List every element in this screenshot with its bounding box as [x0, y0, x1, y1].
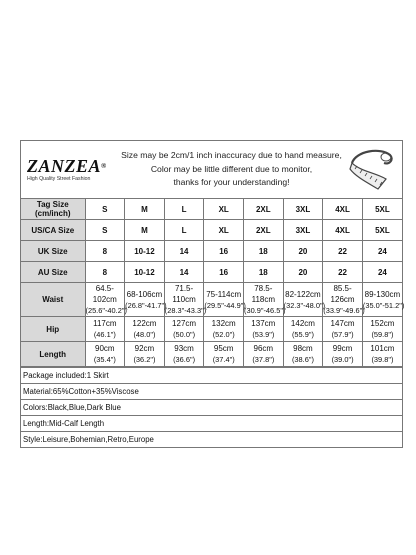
table-row-tag-size: [21, 199, 402, 220]
table-cell: 2XL: [244, 220, 284, 241]
cell-inch: (39.8"): [371, 355, 394, 364]
table-row-waist: [21, 283, 402, 317]
table-cell: L: [164, 220, 204, 241]
cell-cm: 95cm: [213, 344, 234, 353]
table-cell: [244, 317, 284, 342]
table-cell: [283, 342, 323, 367]
detail-colors: Colors:Black,Blue,Dark Blue: [21, 400, 402, 416]
cell-cm: 99cm: [332, 344, 353, 353]
cell-inch: (46.1"): [93, 330, 116, 339]
table-cell: [244, 283, 284, 317]
table-cell: 22: [323, 241, 363, 262]
table-cell: M: [125, 220, 165, 241]
table-cell: 14: [164, 262, 204, 283]
table-cell: 5XL: [362, 199, 402, 220]
cell-inch: (59.8"): [371, 330, 394, 339]
cell-cm: 82-122cm: [285, 289, 321, 299]
cell-inch: (37.8"): [252, 355, 275, 364]
cell-cm: 89-130cm: [364, 289, 401, 299]
detail-package: Package included:1 Skirt: [21, 368, 402, 384]
tag-size-label: Tag Size (cm/inch): [34, 200, 71, 218]
chart-header: [21, 141, 402, 199]
note-line-3: thanks for your understanding!: [173, 177, 290, 188]
cell-inch: (28.3"-43.3"): [164, 306, 207, 315]
table-cell: [204, 317, 244, 342]
table-cell: 18: [244, 241, 284, 262]
cell-inch: (57.9"): [331, 330, 354, 339]
cell-cm: 64.5-102cm: [92, 284, 117, 304]
table-cell: 3XL: [283, 220, 323, 241]
cell-cm: 90cm: [95, 344, 115, 353]
cell-inch: (25.6"-40.2"): [85, 306, 127, 315]
table-cell: [125, 283, 165, 317]
cell-cm: 117cm: [93, 319, 117, 328]
table-row-length: [21, 342, 402, 367]
table-cell: 16: [204, 262, 244, 283]
table-cell: S: [85, 220, 125, 241]
cell-inch: (35.4"): [93, 355, 116, 364]
brand-logo: [27, 157, 109, 175]
cell-inch: (48.0"): [133, 330, 156, 339]
cell-inch: (39.0"): [331, 355, 354, 364]
table-cell: M: [125, 199, 165, 220]
detail-length: Length:Mid-Calf Length: [21, 416, 402, 432]
cell-inch: (50.0"): [173, 330, 196, 339]
table-cell: [164, 283, 207, 317]
cell-inch: (37.4"): [212, 355, 235, 364]
table-cell: [362, 342, 402, 367]
cell-inch: (52.0"): [212, 330, 235, 339]
cell-cm: 152cm: [370, 319, 395, 328]
table-cell: 18: [244, 262, 284, 283]
table-cell: [125, 317, 165, 342]
cell-inch: (36.6"): [173, 355, 196, 364]
table-cell: [283, 283, 326, 317]
cell-inch: (29.5"-44.9"): [204, 300, 246, 310]
product-details: [21, 367, 402, 447]
cell-cm: 142cm: [290, 319, 315, 328]
registered-mark: ®: [101, 162, 107, 170]
table-cell: 22: [323, 262, 363, 283]
row-header-length: Length: [21, 342, 85, 367]
table-cell: [164, 317, 204, 342]
cell-cm: 98cm: [293, 344, 313, 353]
table-row-usca-size: [21, 220, 402, 241]
cell-cm: 132cm: [211, 319, 236, 328]
table-cell: 20: [283, 262, 323, 283]
cell-inch: (53.9"): [252, 330, 275, 339]
table-row-hip: [21, 317, 402, 342]
table-cell: [362, 283, 405, 317]
table-cell: 10-12: [125, 262, 165, 283]
table-cell: 24: [362, 241, 402, 262]
table-cell: [204, 342, 244, 367]
cell-inch: (38.6"): [291, 355, 314, 364]
table-cell: XL: [204, 199, 244, 220]
table-cell: [164, 342, 204, 367]
table-row-uk-size: [21, 241, 402, 262]
cell-inch: (33.9"-49.6"): [323, 306, 365, 315]
table-cell: [323, 342, 363, 367]
row-header-uk-size: UK Size: [21, 241, 85, 262]
table-cell: [362, 317, 402, 342]
brand-block: [21, 157, 109, 182]
table-cell: S: [85, 199, 125, 220]
table-cell: [125, 342, 165, 367]
cell-cm: 71.5-110cm: [172, 284, 196, 304]
cell-cm: 68-106cm: [126, 289, 163, 299]
size-chart: [20, 140, 403, 448]
detail-material: Material:65%Cotton+35%Viscose: [21, 384, 402, 400]
cell-cm: 78.5-118cm: [251, 284, 276, 304]
cell-inch: (35.0"-51.2"): [362, 300, 405, 310]
table-cell: 3XL: [283, 199, 323, 220]
cell-cm: 137cm: [251, 319, 276, 328]
brand-logo-text: ZANZEA: [27, 156, 102, 176]
table-cell: 24: [362, 262, 402, 283]
row-header-hip: Hip: [21, 317, 85, 342]
cell-inch: (32.3"-48.0"): [283, 300, 326, 310]
table-cell: 8: [85, 262, 125, 283]
note-line-1: Size may be 2cm/1 inch inaccuracy due to hand measure,: [121, 150, 342, 161]
table-row-au-size: [21, 262, 402, 283]
cell-cm: 92cm: [134, 344, 155, 353]
cell-cm: 96cm: [253, 344, 274, 353]
table-cell: 14: [164, 241, 204, 262]
cell-inch: (30.9"-46.5"): [244, 306, 286, 315]
table-cell: 2XL: [244, 199, 284, 220]
detail-style: Style:Leisure,Bohemian,Retro,Europe: [23, 435, 154, 444]
table-cell: [85, 342, 125, 367]
table-cell: 16: [204, 241, 244, 262]
table-cell: [283, 317, 323, 342]
row-header-waist: Waist: [21, 283, 85, 317]
table-cell: [323, 317, 363, 342]
row-header-tag-size: [21, 199, 85, 220]
table-cell: 4XL: [323, 199, 363, 220]
table-cell: [85, 317, 125, 342]
cell-cm: 101cm: [370, 344, 395, 353]
brand-tagline: High Quality Street Fashion: [27, 176, 91, 182]
table-cell: L: [164, 199, 204, 220]
cell-cm: 93cm: [174, 344, 194, 353]
cell-cm: 75-114cm: [206, 289, 242, 299]
table-cell: [323, 283, 363, 317]
table-cell: 10-12: [125, 241, 165, 262]
table-cell: 5XL: [362, 220, 402, 241]
table-cell: 8: [85, 241, 125, 262]
table-cell: [85, 283, 125, 317]
measuring-tape-icon: [346, 145, 396, 193]
cell-inch: (36.2"): [133, 355, 156, 364]
cell-cm: 85.5-126cm: [330, 284, 355, 304]
size-table: [21, 199, 405, 367]
cell-cm: 122cm: [132, 319, 157, 328]
table-cell: XL: [204, 220, 244, 241]
cell-inch: (55.9"): [291, 330, 314, 339]
table-cell: [244, 342, 284, 367]
row-header-usca-size: US/CA Size: [21, 220, 85, 241]
cell-cm: 127cm: [172, 319, 197, 328]
cell-cm: 147cm: [330, 319, 355, 328]
cell-inch: (26.8"-41.7"): [125, 300, 167, 310]
table-cell: 4XL: [323, 220, 363, 241]
table-cell: [204, 283, 244, 317]
table-cell: 20: [283, 241, 323, 262]
note-line-2: Color may be little different due to monitor,: [150, 163, 313, 174]
row-header-au-size: AU Size: [21, 262, 85, 283]
